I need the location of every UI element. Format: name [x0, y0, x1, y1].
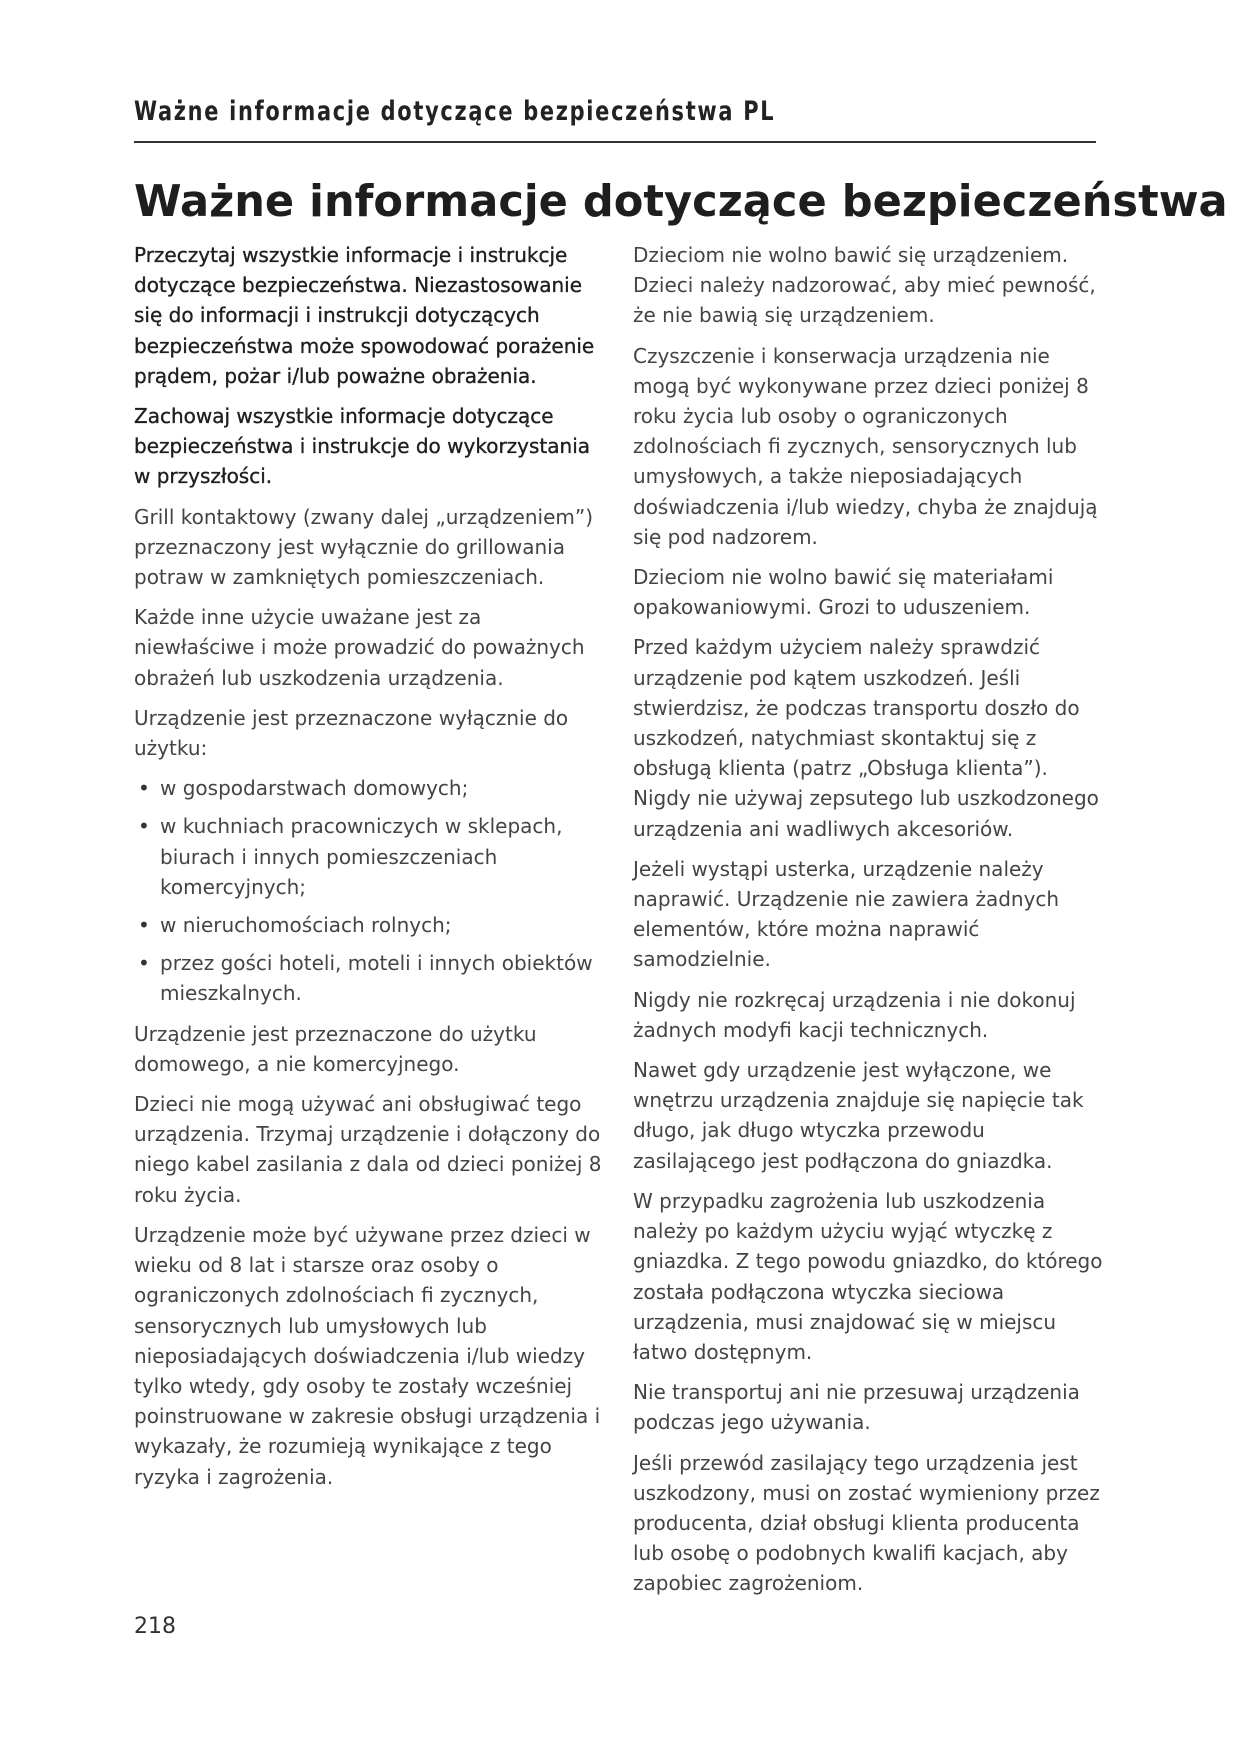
- bullet-icon: •: [138, 814, 150, 839]
- page-number: 218: [134, 1614, 176, 1639]
- body-paragraph: W przypadku zagrożenia lub uszkodzenia należy po każdym użyciu wyjąć wtyczkę z gniazdka. Z tego powodu gniazdko, do którego została podłączona wtyczka sieciowa urządzenia, musi znajdować się w miejscu łatwo dostępnym.: [633, 1188, 1103, 1364]
- intro-paragraph: Zachowaj wszystkie informacje dotyczące bezpieczeństwa i instrukcje do wykorzystania w przyszłości.: [134, 404, 591, 489]
- body-paragraph: Grill kontaktowy (zwany dalej „urządzeniem”) przeznaczony jest wyłącznie do grillowania potraw w zamkniętych pomieszczeniach.: [134, 504, 594, 590]
- list-item: • w gospodarstwach domowych;: [134, 773, 604, 803]
- bullet-icon: •: [138, 776, 150, 801]
- body-paragraph: Urządzenie jest przeznaczone wyłącznie do użytku:: [134, 705, 569, 761]
- page-title: Ważne informacje dotyczące bezpieczeństwa: [134, 176, 1228, 227]
- list-item: • w kuchniach pracowniczych w sklepach, biurach i innych pomieszczeniach komercyjnych;: [134, 811, 604, 902]
- body-paragraph: Dzieci nie mogą używać ani obsługiwać tego urządzenia. Trzymaj urządzenie i dołączony do niego kabel zasilania z dala od dzieci poniżej 8 roku życia.: [134, 1092, 602, 1207]
- body-paragraph: Urządzenie może być używane przez dzieci w wieku od 8 lat i starsze oraz osoby o ograniczonych zdolnościach fi zycznych, sensorycznych lub umysłowych lub nieposiadających doświadczenia i/lub wiedzy tylko wtedy, gdy osoby te zostały wcześniej poinstruowane w zakresie obsługi urządzenia i wykazały, że rozumieją wynikające z tego ryzyka i zagrożenia.: [134, 1222, 601, 1489]
- body-paragraph: Czyszczenie i konserwacja urządzenia nie mogą być wykonywane przez dzieci poniżej 8 roku życia lub osoby o ograniczonych zdolnościach fi zycznych, sensorycznych lub umysłowych, a także nieposiadających doświadczenia i/lub wiedzy, chyba że znajdują się pod nadzorem.: [633, 343, 1098, 549]
- body-paragraph: Nigdy nie rozkręcaj urządzenia i nie dokonuj żadnych modyfi kacji technicznych.: [633, 987, 1076, 1042]
- body-paragraph: Przed każdym użyciem należy sprawdzić urządzenie pod kątem uszkodzeń. Jeśli stwierdzisz, że podczas transportu doszło do uszkodzeń, natychmiast skontaktuj się z obsługą klienta (patrz „Obsługa klienta”). Nigdy nie używaj zepsutego lub uszkodzonego urządzenia ani wadliwych akcesoriów.: [633, 635, 1099, 841]
- left-column: [134, 240, 604, 1502]
- bullet-icon: •: [138, 913, 150, 938]
- bullet-icon: •: [138, 951, 150, 976]
- intro-paragraph: Przeczytaj wszystkie informacje i instrukcje dotyczące bezpieczeństwa. Niezastosowanie się do informacji i instrukcji dotyczących bezpieczeństwa może spowodować porażenie prądem, pożar i/lub poważne obrażenia.: [134, 243, 595, 388]
- body-paragraph: Jeśli przewód zasilający tego urządzenia jest uszkodzony, musi on zostać wymieniony przez producenta, dział obsługi klienta producenta lub osobę o podobnych kwalifi kacjach, aby zapobiec zagrożeniom.: [633, 1450, 1100, 1596]
- body-paragraph: Nawet gdy urządzenie jest wyłączone, we wnętrzu urządzenia znajduje się napięcie tak długo, jak długo wtyczka przewodu zasilającego jest podłączona do gniazdka.: [633, 1058, 1084, 1173]
- body-paragraph: Każde inne użycie uważane jest za niewłaściwe i może prowadzić do poważnych obrażeń lub uszkodzenia urządzenia.: [134, 605, 585, 690]
- header-rule: [134, 141, 1096, 143]
- body-paragraph: Dzieciom nie wolno bawić się materiałami opakowaniowymi. Grozi to uduszeniem.: [633, 565, 1054, 620]
- list-item: • w nieruchomościach rolnych;: [134, 910, 604, 940]
- usage-list: [134, 773, 604, 1008]
- body-paragraph: Jeżeli wystąpi usterka, urządzenie należy naprawić. Urządzenie nie zawiera żadnych elementów, które można naprawić samodzielnie.: [633, 856, 1060, 972]
- body-paragraph: Dzieciom nie wolno bawić się urządzeniem. Dzieci należy nadzorować, aby mieć pewność, że nie bawią się urządzeniem.: [633, 243, 1096, 328]
- right-column: [633, 240, 1103, 1609]
- body-paragraph: Urządzenie jest przeznaczone do użytku domowego, a nie komercyjnego.: [134, 1021, 537, 1076]
- list-item: • przez gości hoteli, moteli i innych obiektów mieszkalnych.: [134, 948, 604, 1008]
- running-header: Ważne informacje dotyczące bezpieczeństwa PL: [134, 96, 776, 127]
- body-paragraph: Nie transportuj ani nie przesuwaj urządzenia podczas jego używania.: [633, 1380, 1080, 1435]
